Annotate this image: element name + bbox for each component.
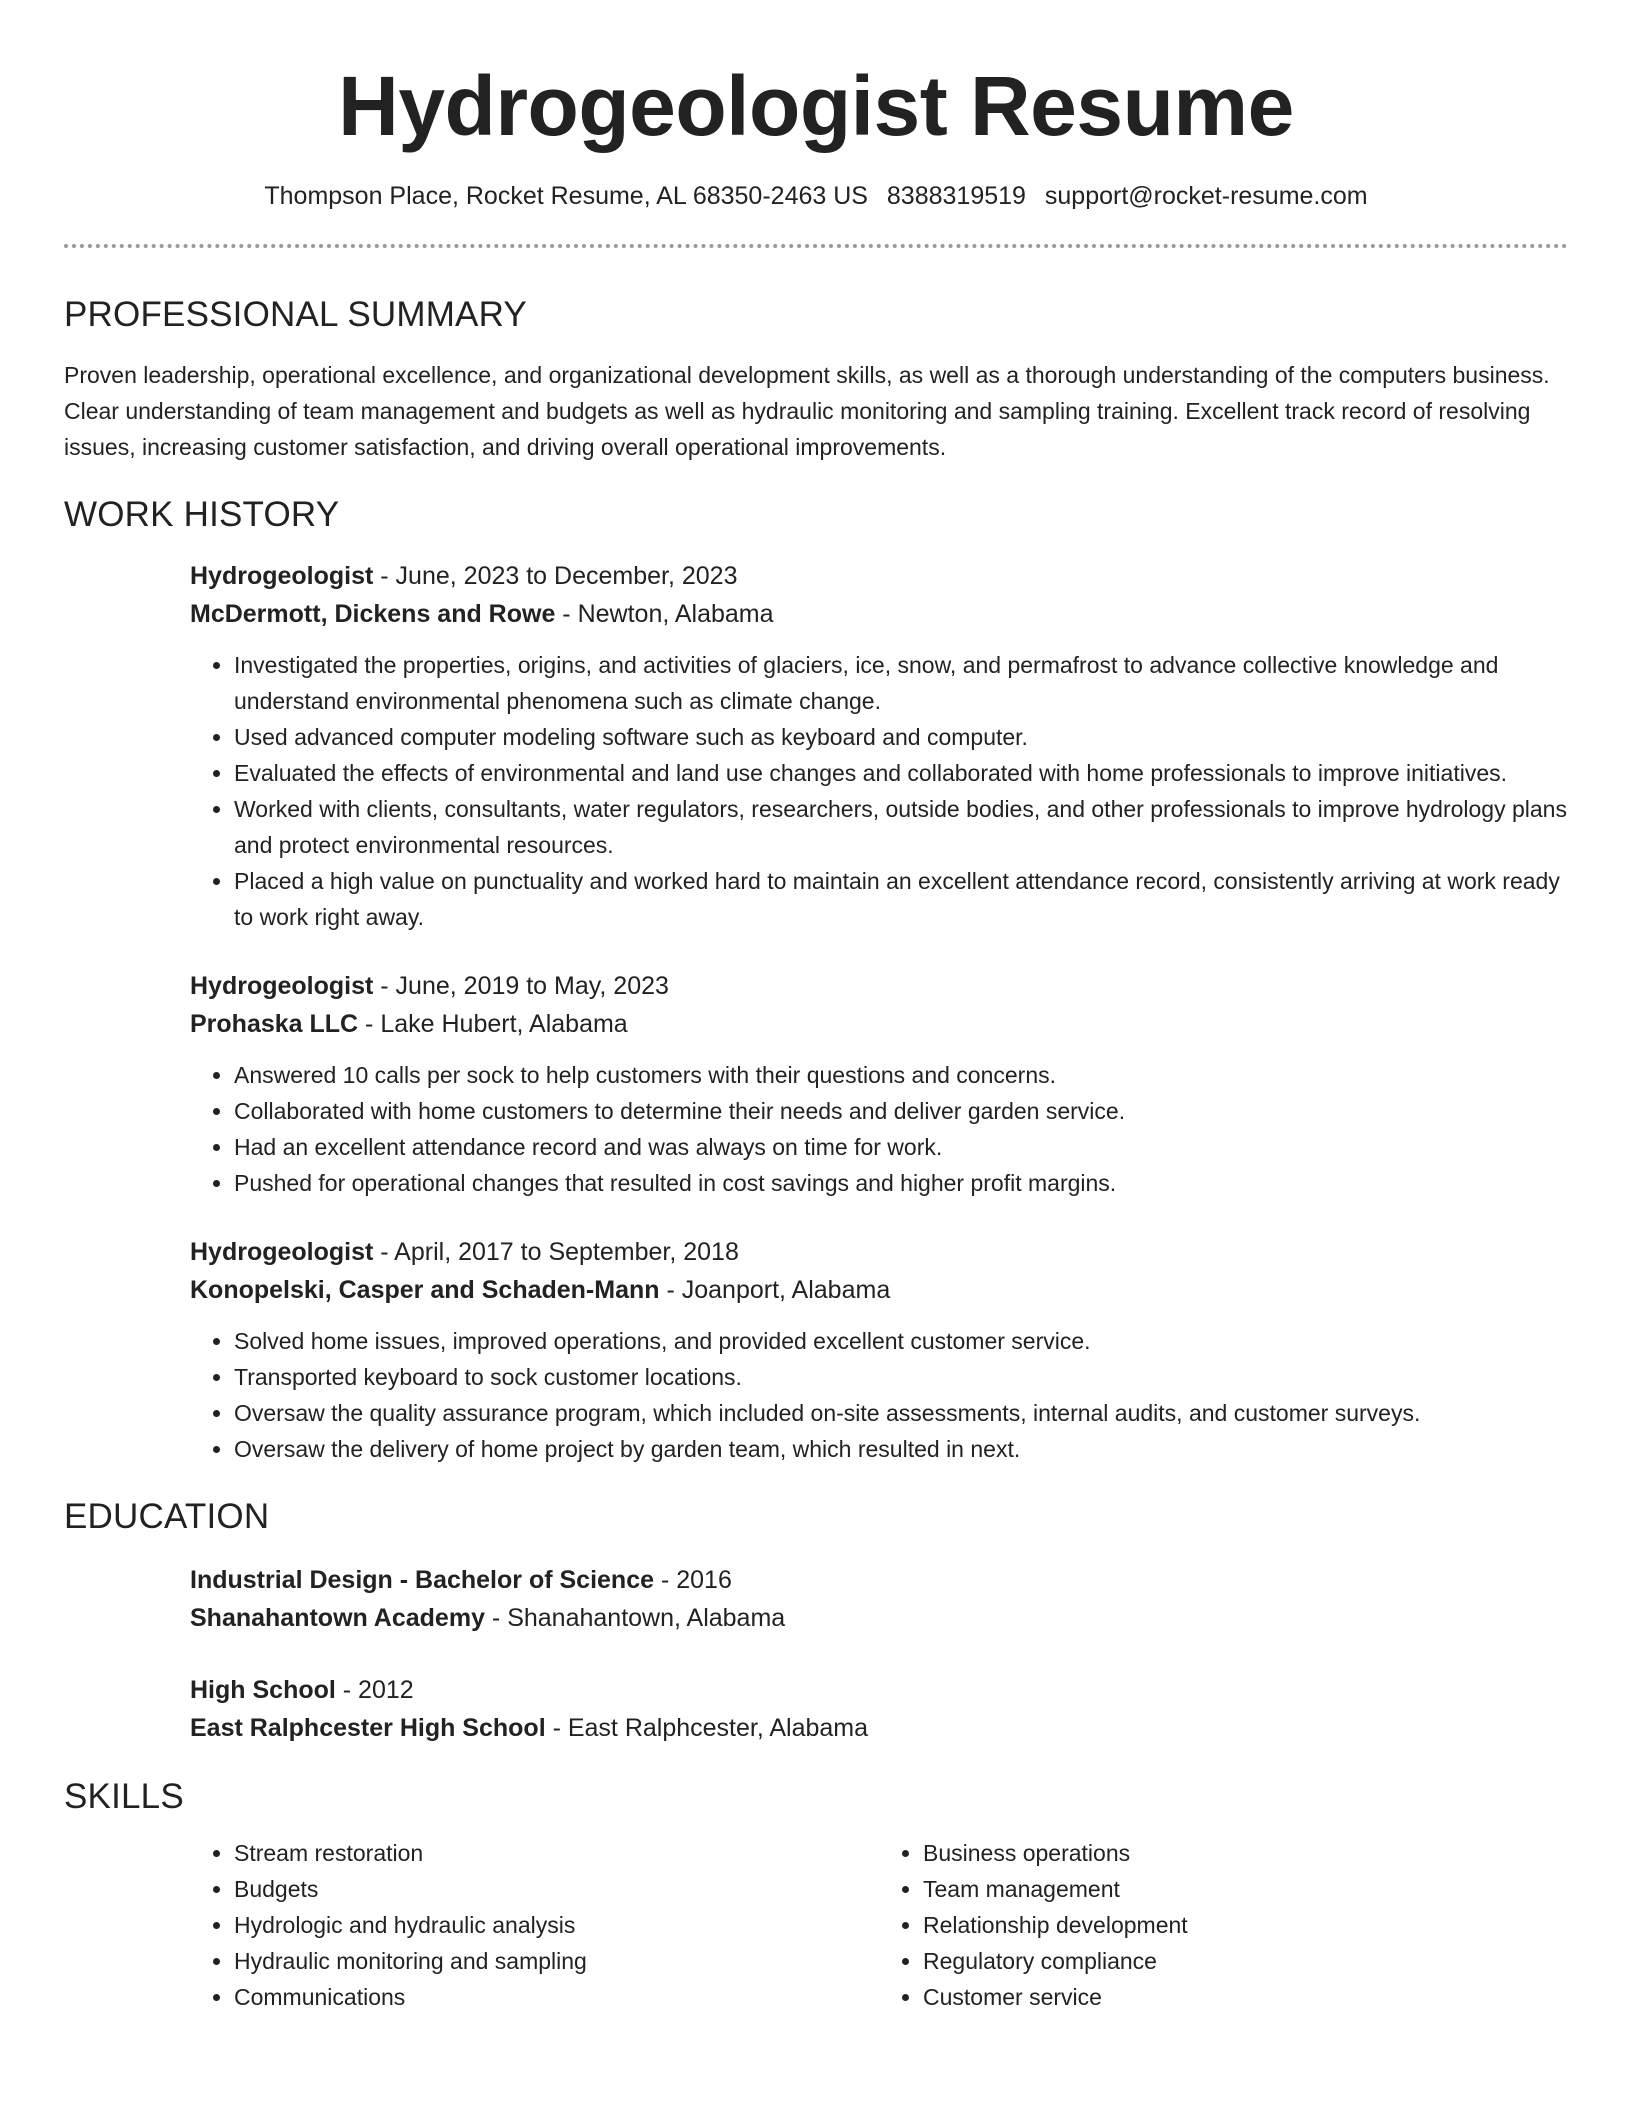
job-company-line <box>190 1005 1568 1043</box>
education-year: - 2016 <box>654 1566 732 1594</box>
section-heading-skills: SKILLS <box>64 1777 184 1816</box>
education-location: - Shanahantown, Alabama <box>484 1604 786 1632</box>
section-heading-work: WORK HISTORY <box>64 495 340 534</box>
job-bullets <box>190 1057 1568 1201</box>
summary-text: Proven leadership, operational excellence, and organizational development skills, as well as a thorough understanding of the computers business. Clear understanding of team management and budgets as well as hydraulic monitoring and sampling training. Excellent track record of resolving issues, increasing customer satisfaction, and driving overall operational improvements. <box>64 362 1550 460</box>
job-bullets <box>190 647 1568 935</box>
skills-section <box>64 1775 1568 2015</box>
contact-address: Thompson Place, Rocket Resume, AL 68350-2463 US <box>264 182 868 210</box>
header-divider <box>64 244 1568 248</box>
skill-item: • Hydrologic and hydraulic analysis <box>234 1907 879 1943</box>
skill-item: • Relationship development <box>923 1907 1568 1943</box>
job-bullet: • Evaluated the effects of environmental and land use changes and collaborated with home professionals to improve initiatives. <box>234 755 1568 791</box>
job-title: Hydrogeologist <box>190 972 374 1000</box>
skills-columns <box>190 1835 1568 2015</box>
job-location: - Joanport, Alabama <box>659 1276 891 1304</box>
education-school: Shanahantown Academy <box>190 1604 485 1632</box>
job-bullet: • Oversaw the quality assurance program, which included on-site assessments, internal audits, and customer surveys. <box>234 1395 1568 1431</box>
job-location: - Newton, Alabama <box>555 600 774 628</box>
section-heading-education: EDUCATION <box>64 1497 270 1536</box>
job-entry <box>190 967 1568 1201</box>
skills-list-left <box>190 1835 879 2015</box>
job-bullets <box>190 1323 1568 1467</box>
education-school: East Ralphcester High School <box>190 1714 546 1742</box>
education-degree-line <box>190 1671 1568 1709</box>
job-bullet: • Used advanced computer modeling software such as keyboard and computer. <box>234 719 1568 755</box>
job-bullet: • Oversaw the delivery of home project by garden team, which resulted in next. <box>234 1431 1568 1467</box>
job-bullet: • Solved home issues, improved operations, and provided excellent customer service. <box>234 1323 1568 1359</box>
education-degree: Industrial Design - Bachelor of Science <box>190 1566 655 1594</box>
job-company: Konopelski, Casper and Schaden-Mann <box>190 1276 660 1304</box>
contact-email[interactable]: support@rocket-resume.com <box>1044 182 1368 210</box>
job-bullet: • Answered 10 calls per sock to help customers with their questions and concerns. <box>234 1057 1568 1093</box>
job-bullet: • Transported keyboard to sock customer locations. <box>234 1359 1568 1395</box>
job-location: - Lake Hubert, Alabama <box>358 1010 628 1038</box>
job-bullet: • Investigated the properties, origins, and activities of glaciers, ice, snow, and permafrost to advance collective knowledge and understand environmental phenomena such as climate change. <box>234 647 1568 719</box>
job-title: Hydrogeologist <box>190 1238 374 1266</box>
job-title-line <box>190 1233 1568 1271</box>
job-bullet: • Worked with clients, consultants, water regulators, researchers, outside bodies, and other professionals to improve hydrology plans and protect environmental resources. <box>234 791 1568 863</box>
skill-item: • Communications <box>234 1979 879 2015</box>
education-entry <box>190 1561 1568 1637</box>
job-title-line <box>190 557 1568 595</box>
job-dates: - June, 2023 to December, 2023 <box>373 562 738 590</box>
summary-section <box>64 293 1568 465</box>
job-dates: - June, 2019 to May, 2023 <box>373 972 669 1000</box>
job-company: McDermott, Dickens and Rowe <box>190 600 556 628</box>
job-company-line <box>190 1271 1568 1309</box>
job-dates: - April, 2017 to September, 2018 <box>373 1238 739 1266</box>
skill-item: • Budgets <box>234 1871 879 1907</box>
job-bullet: • Had an excellent attendance record and was always on time for work. <box>234 1129 1568 1165</box>
education-school-line <box>190 1709 1568 1747</box>
education-year: - 2012 <box>335 1676 414 1704</box>
contact-line <box>64 180 1568 212</box>
job-entry <box>190 557 1568 935</box>
job-title: Hydrogeologist <box>190 562 374 590</box>
work-history-section <box>64 493 1568 1467</box>
job-bullet: • Collaborated with home customers to determine their needs and deliver garden service. <box>234 1093 1568 1129</box>
education-school-line <box>190 1599 1568 1637</box>
resume-title: Hydrogeologist Resume <box>338 59 1294 153</box>
job-company: Prohaska LLC <box>190 1010 359 1038</box>
skill-item: • Hydraulic monitoring and sampling <box>234 1943 879 1979</box>
job-entry <box>190 1233 1568 1467</box>
skill-item: • Stream restoration <box>234 1835 879 1871</box>
job-company-line <box>190 595 1568 633</box>
skill-item: • Team management <box>923 1871 1568 1907</box>
skills-list-right <box>879 1835 1568 2015</box>
skill-item: • Customer service <box>923 1979 1568 2015</box>
job-bullet: • Pushed for operational changes that resulted in cost savings and higher profit margins. <box>234 1165 1568 1201</box>
job-bullet: • Placed a high value on punctuality and worked hard to maintain an excellent attendance record, consistently arriving at work ready to work right away. <box>234 863 1568 935</box>
skill-item: • Regulatory compliance <box>923 1943 1568 1979</box>
contact-phone: 8388319519 <box>886 182 1026 210</box>
skill-item: • Business operations <box>923 1835 1568 1871</box>
job-title-line <box>190 967 1568 1005</box>
education-degree-line <box>190 1561 1568 1599</box>
education-section <box>64 1495 1568 1747</box>
education-degree: High School <box>190 1676 336 1704</box>
education-location: - East Ralphcester, Alabama <box>545 1714 869 1742</box>
section-heading-summary: PROFESSIONAL SUMMARY <box>64 295 527 334</box>
education-entry <box>190 1671 1568 1747</box>
